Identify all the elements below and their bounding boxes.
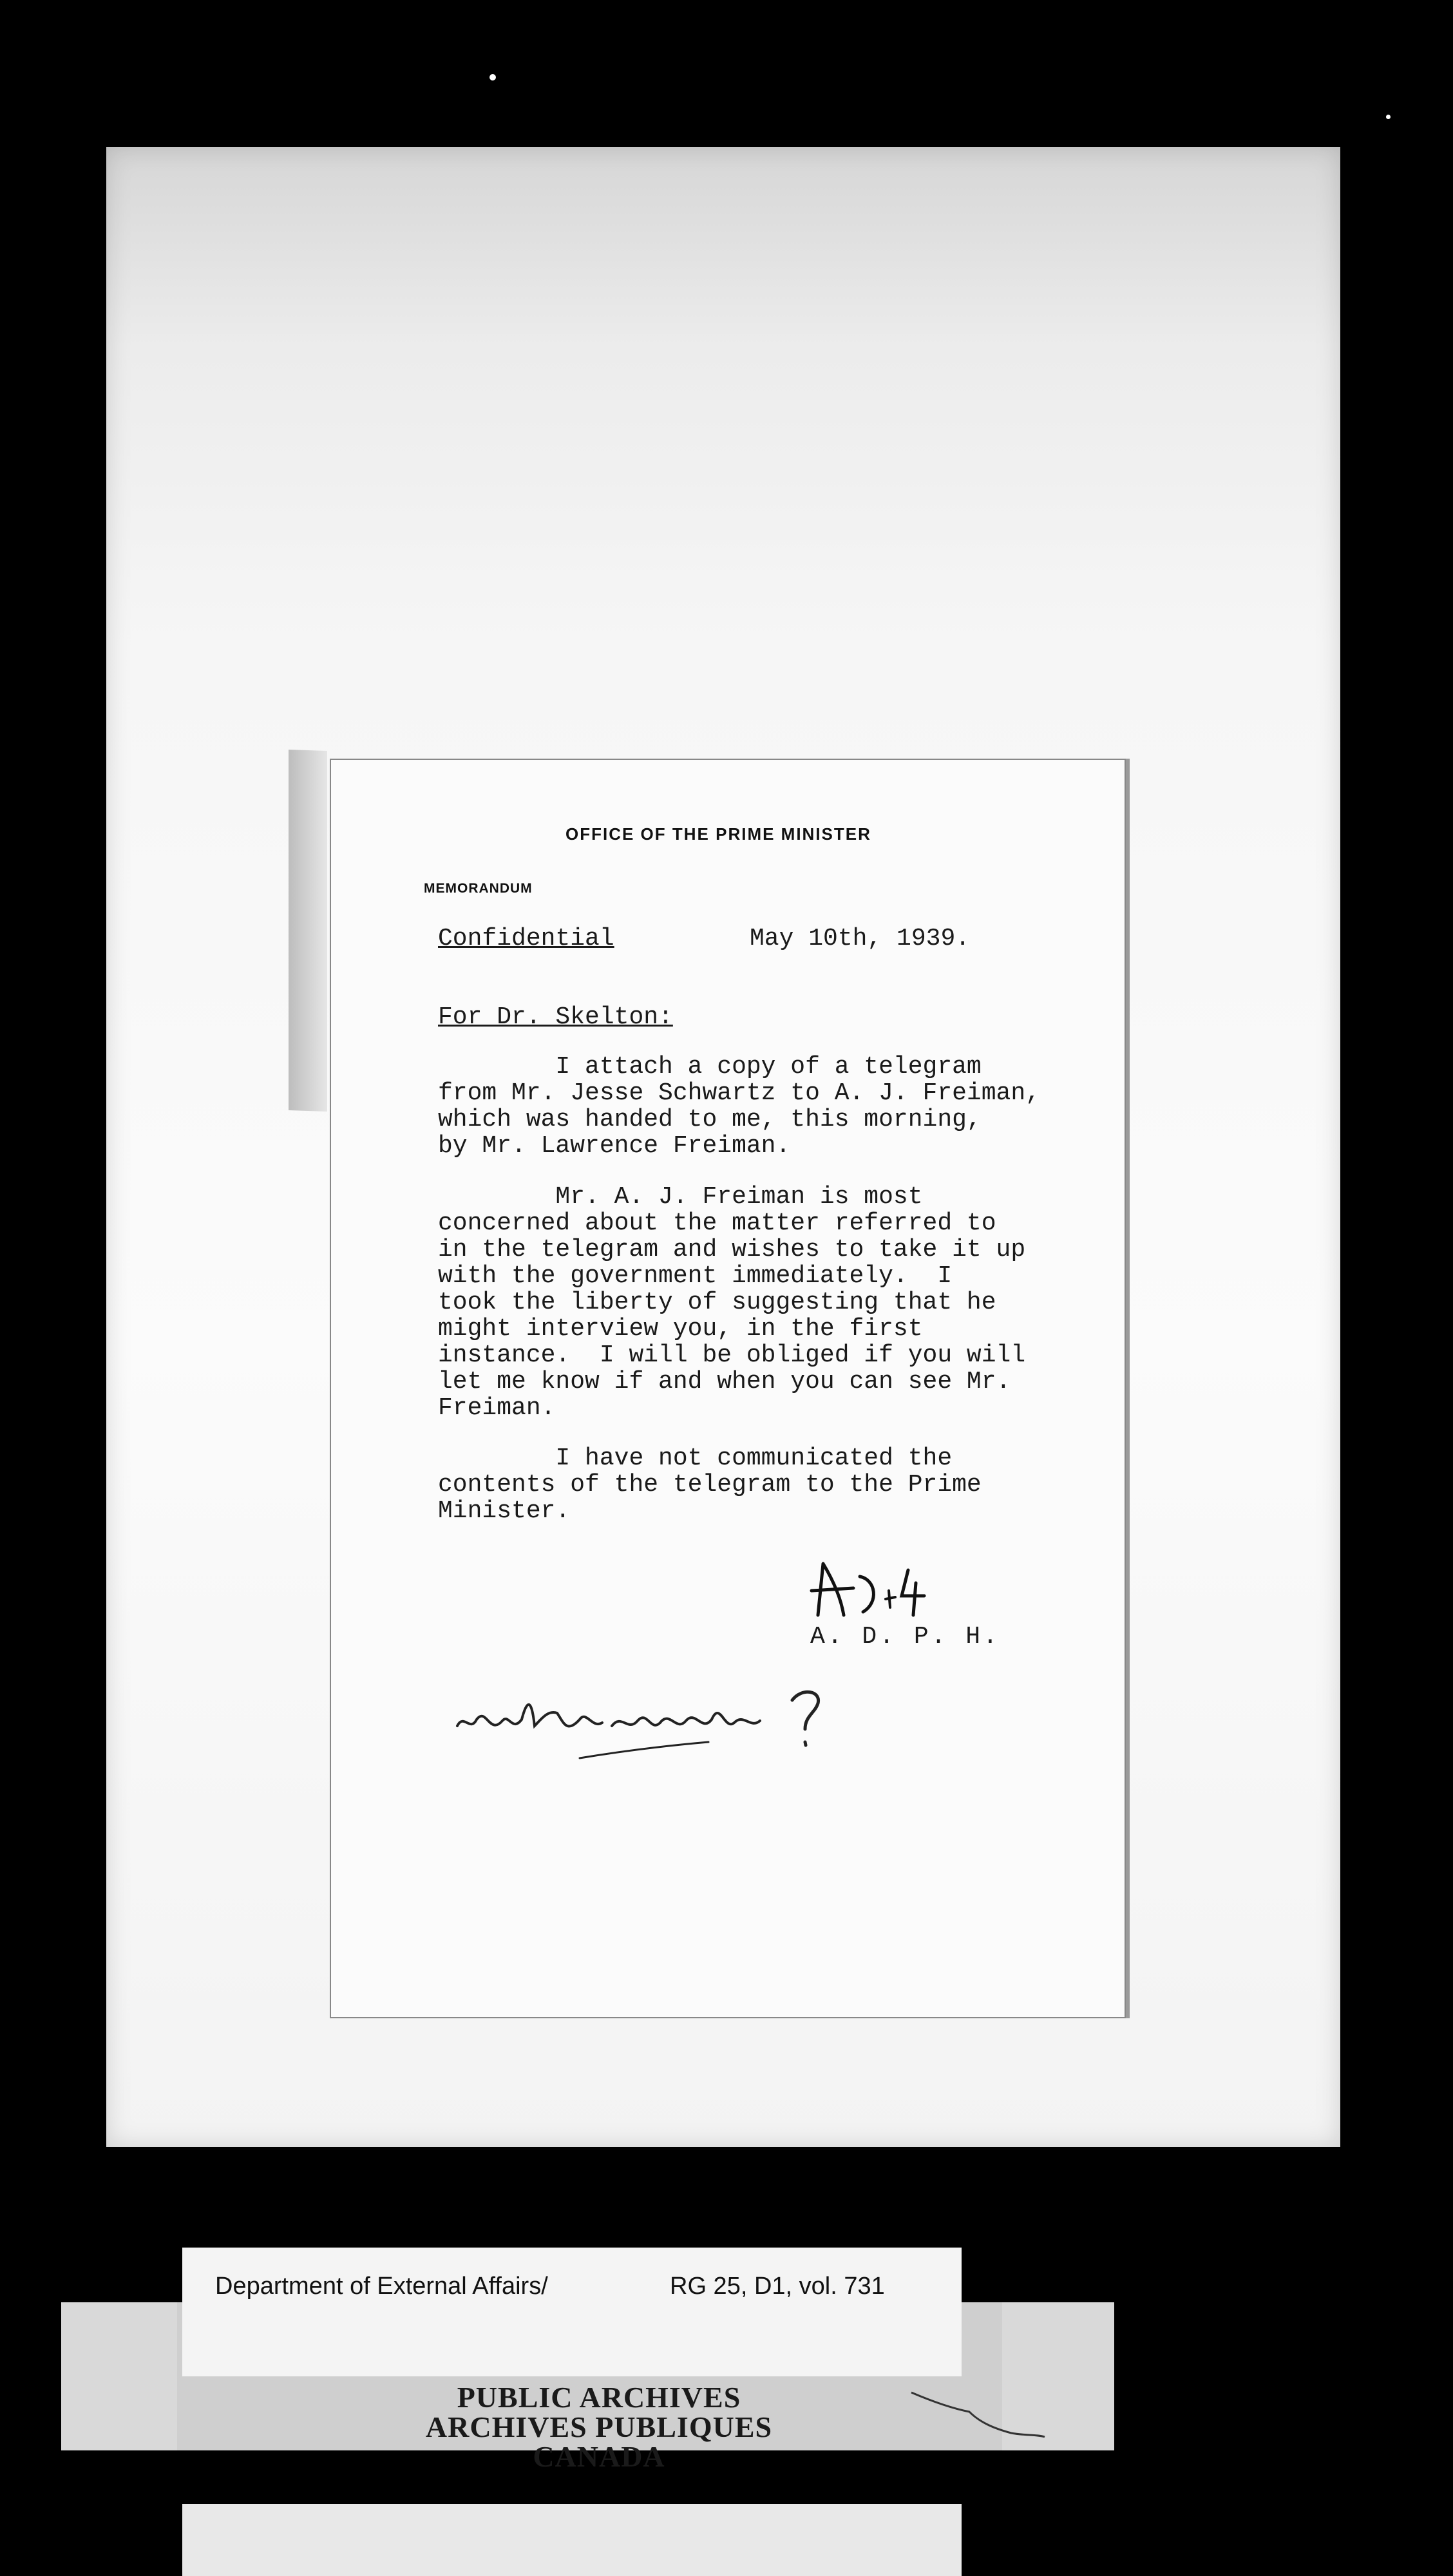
memo-date: May 10th, 1939. <box>750 925 971 952</box>
label-card-lower <box>182 2302 962 2376</box>
department-line: Department of External Affairs/ <box>215 2273 548 2300</box>
bottom-label-strip <box>182 2504 962 2576</box>
handwritten-note <box>451 1674 850 1765</box>
stamp-line: PUBLIC ARCHIVES <box>457 2381 741 2414</box>
reference-line: RG 25, D1, vol. 731 <box>670 2273 885 2300</box>
addressee: For Dr. Skelton: <box>438 1003 673 1031</box>
film-speck <box>1386 115 1391 119</box>
body-paragraph: Mr. A. J. Freiman is most concerned about the matter referred to in the telegram and wishes to take it up with the government immediately. I took the liberty of suggesting that he might interview you, in the first instance. I will be obliged if you will let me know if and when you can see Mr. Freiman. <box>438 1183 1026 1422</box>
stamp-line: CANADA <box>533 2440 665 2473</box>
memorandum-label: MEMORANDUM <box>424 881 533 896</box>
office-heading: OFFICE OF THE PRIME MINISTER <box>565 824 871 844</box>
stamp-band-left-tab <box>61 2302 177 2450</box>
archives-stamp <box>361 2383 837 2472</box>
body-paragraph: I attach a copy of a telegram from Mr. Jesse Schwartz to A. J. Freiman, which was handed to me, this morning, by Mr. Lawrence Freiman. <box>438 1053 1040 1160</box>
classification: Confidential <box>438 925 614 952</box>
memo-page-shadow <box>289 750 327 1112</box>
stamp-line: ARCHIVES PUBLIQUES <box>425 2410 773 2443</box>
body-paragraph: I have not communicated the contents of the telegram to the Prime Minister. <box>438 1444 982 1525</box>
typed-initials: A. D. P. H. <box>810 1623 1000 1651</box>
pen-stroke-mark <box>908 2383 1050 2441</box>
handwritten-signature <box>805 1551 998 1622</box>
film-speck <box>489 74 496 80</box>
